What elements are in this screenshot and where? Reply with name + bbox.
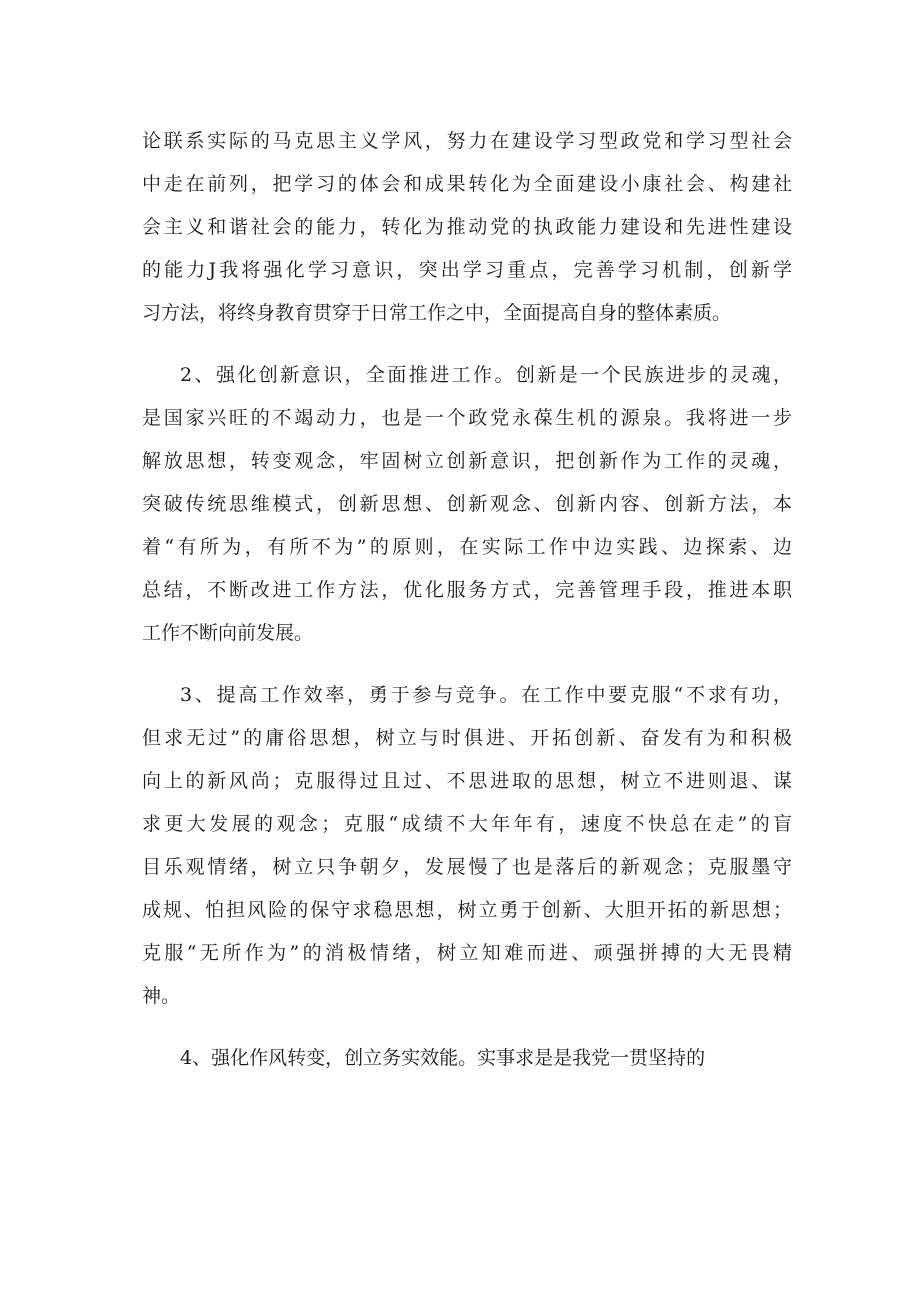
text-line: 习方法，将终身教育贯穿于日常工作之中，全面提高自身的整体素质。 [142, 302, 732, 324]
text-line: 求更大发展的观念；克服“成绩不大年年有，速度不快总在走”的盲 [142, 813, 792, 835]
text-line: 总结，不断改进工作方法，优化服务方式，完善管理手段，推进本职 [142, 579, 792, 601]
text-line: 2、强化创新意识，全面推进工作。创新是一个民族进步的灵魂， [180, 364, 792, 386]
paragraph-1 [142, 120, 792, 335]
text-line: 突破传统思维模式，创新思想、创新观念、创新内容、创新方法，本 [142, 493, 792, 515]
text-line: 论联系实际的马克思主义学风，努力在建设学习型政党和学习型社会 [142, 130, 792, 152]
text-line: 解放思想，转变观念，牢固树立创新意识，把创新作为工作的灵魂， [142, 450, 792, 472]
text-line: 工作不断向前发展。 [142, 622, 314, 644]
text-line: 向上的新风尚；克服得过且过、不思进取的思想，树立不进则退、谋 [142, 770, 792, 792]
text-line: 克服“无所作为”的消极情绪，树立知难而进、顽强拼搏的大无畏精 [142, 942, 792, 964]
text-line: 的能力J我将强化学习意识，突出学习重点，完善学习机制，创新学 [142, 259, 792, 281]
paragraph-3 [142, 674, 792, 1018]
text-line: 中走在前列，把学习的体会和成果转化为全面建设小康社会、构建社 [142, 173, 792, 195]
text-line: 会主义和谐社会的能力，转化为推动党的执政能力建设和先进性建设 [142, 216, 792, 238]
document-body [142, 120, 792, 1080]
text-line: 但求无过”的庸俗思想，树立与时俱进、开拓创新、奋发有为和积极 [142, 727, 792, 749]
text-line: 4、强化作风转变，创立务实效能。实事求是是我党一贯坚持的 [180, 1047, 706, 1069]
paragraph-4 [142, 1037, 792, 1080]
text-line: 神。 [142, 985, 181, 1007]
text-line: 着“有所为，有所不为”的原则，在实际工作中边实践、边探索、边 [142, 536, 792, 558]
text-line: 目乐观情绪，树立只争朝夕，发展慢了也是落后的新观念；克服墨守 [142, 856, 792, 878]
paragraph-2 [142, 354, 792, 655]
text-line: 成规、怕担风险的保守求稳思想，树立勇于创新、大胆开拓的新思想； [142, 899, 792, 921]
text-line: 3、提高工作效率，勇于参与竞争。在工作中要克服“不求有功， [180, 684, 792, 706]
text-line: 是国家兴旺的不竭动力，也是一个政党永葆生机的源泉。我将进一步 [142, 407, 792, 429]
